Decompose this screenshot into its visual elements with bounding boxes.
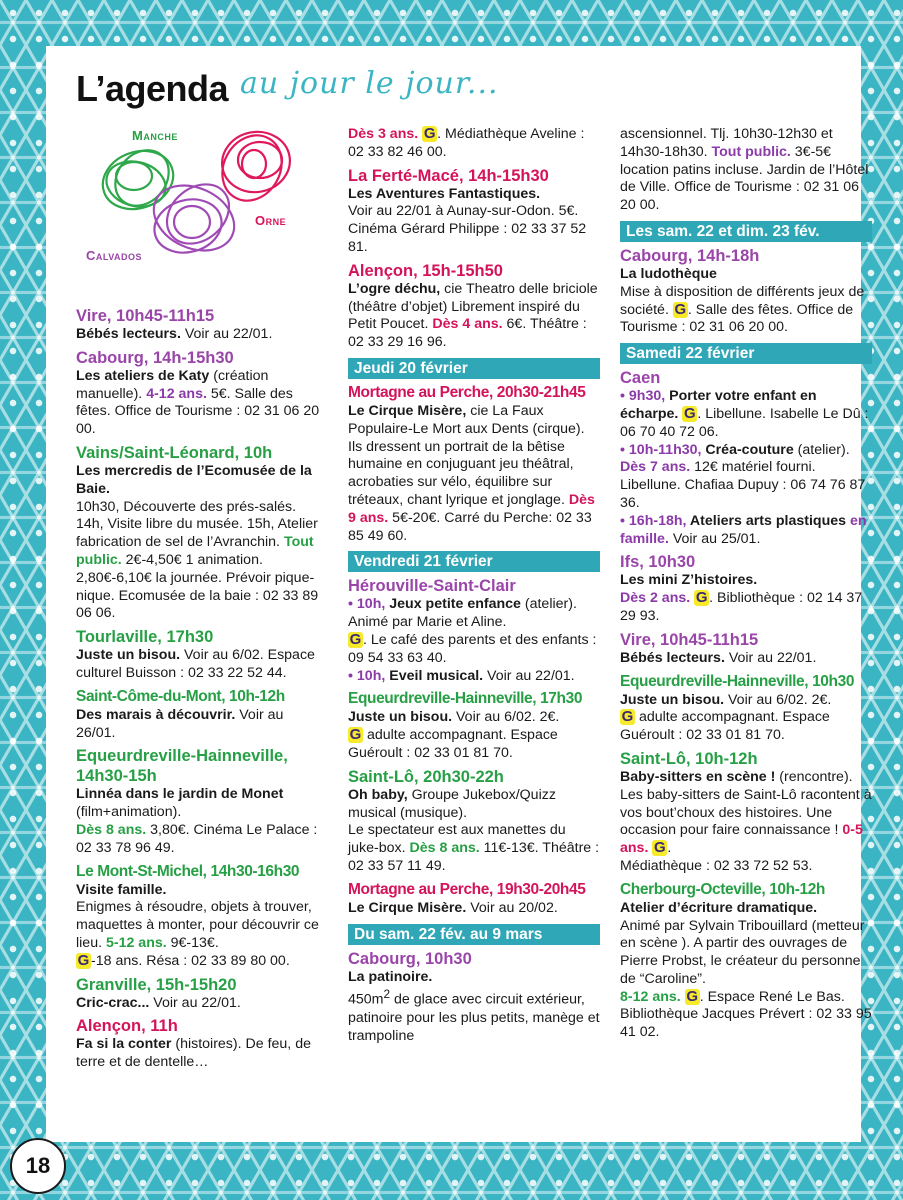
g-badge-icon: G: [423, 125, 436, 142]
agenda-entry: [348, 576, 600, 685]
agenda-entry: [348, 689, 600, 762]
agenda-entry: [348, 880, 600, 918]
event-title: Linnéa dans le jardin de Monet: [76, 786, 284, 803]
event-details: Groupe Jukebox/Quizz musical (musique).: [348, 786, 556, 821]
event-title: Jeux petite enfance: [385, 596, 521, 613]
event-time: • 10h,: [348, 596, 386, 613]
age-range: Tout public.: [711, 143, 791, 160]
event-details: cie La Faux Populaire-Le Mort aux Dents (cirque). Ils dressent un portrait de la bêtise humaine en conjuguant jeu théâtral, acrobaties sur vélo, équilibre sur tréteaux, chant lyrique et jonglage.: [348, 402, 585, 508]
agenda-entry: [348, 126, 600, 162]
g-badge-icon: G: [349, 726, 362, 744]
event-title: Juste un bisou.: [620, 691, 725, 708]
event-details: 450m: [348, 992, 384, 1009]
event-title: La patinoire.: [348, 968, 433, 985]
event-title: La ludothèque: [620, 265, 717, 282]
event-details: Voir au 22/01 à Aunay-sur-Odon. 5€. Cinéma Gérard Philippe : 02 33 37 52 81.: [348, 203, 587, 255]
agenda-entry: [348, 261, 600, 352]
event-details: 3,80€. Cinéma Le Palace : 02 33 78 96 49.: [76, 821, 318, 856]
agenda-entry: [620, 630, 872, 668]
event-details: Médiathèque : 02 33 72 52 53.: [620, 857, 813, 874]
page-title: L’agenda: [76, 68, 229, 109]
agenda-entry: [76, 975, 326, 1013]
event-details: . Le café des parents et des enfants : 09 54 33 63 40.: [348, 631, 597, 666]
event-location: Alençon, 15h-15h50: [348, 261, 503, 280]
region-label-orne: Orne: [255, 213, 287, 228]
event-details: Enigmes à résoudre, objets à trouver, maquettes à monter, pour découvrir ce lieu.: [76, 899, 319, 951]
age-range: Dès 4 ans.: [432, 316, 503, 333]
event-location: Vire, 10h45-11h15: [620, 630, 759, 649]
event-details: Voir au 6/02. 2€.: [724, 691, 832, 708]
event-details: 6€. Théâtre : 02 33 29 16 96.: [348, 316, 587, 351]
event-details: Le spectateur est aux manettes du juke-box.: [348, 822, 566, 857]
event-time: • 9h30,: [620, 388, 666, 405]
agenda-entry: Saint-Lô, 10h-12h Baby-sitters en scène ! (rencontre). Les baby-sitters de Saint-Lô racontent à vos bout’choux des histoires. Une occasion pour faire connaissance ! 0-5 ans. G . Médiathèque : 02 33 72 52 53.: [620, 749, 872, 874]
date-header: Samedi 22 février: [620, 343, 872, 364]
page-number: 18: [10, 1138, 66, 1194]
event-location: Cabourg, 14h-18h: [620, 246, 760, 265]
age-range: 4-12 ans.: [146, 385, 207, 402]
agenda-entry: [76, 746, 326, 857]
event-title: Juste un bisou.: [348, 709, 453, 726]
event-details: . Médiathèque Aveline : 02 33 82 46 00.: [348, 126, 585, 160]
event-title: Juste un bisou.: [76, 647, 181, 664]
event-location: La Ferté-Macé, 14h-15h30: [348, 166, 549, 185]
g-badge-icon: G: [683, 404, 696, 422]
event-location: Granville, 15h-15h20: [76, 975, 237, 994]
event-location: Saint-Lô, 20h30-22h: [348, 767, 504, 786]
g-badge-icon: G: [654, 839, 666, 857]
event-details: Voir au 20/02.: [466, 899, 558, 916]
event-location: Equeurdreville-Hainneville, 17h30: [348, 690, 583, 708]
agenda-entry: [620, 672, 872, 745]
agenda-entry: [348, 949, 600, 1046]
g-badge-icon: G: [77, 951, 90, 969]
agenda-entry: [620, 880, 872, 1042]
agenda-entry: [620, 246, 872, 337]
event-location: Mortagne au Perche, 20h30-21h45: [348, 383, 586, 401]
age-range: 0-5 ans.: [620, 822, 863, 857]
event-details: Voir au 25/01.: [668, 530, 761, 547]
agenda-entry: [620, 552, 872, 625]
event-details: 9€-13€.: [166, 934, 219, 951]
event-location: Hérouville-Saint-Clair: [348, 577, 516, 596]
event-title: Les mercredis de l’Ecomusée de la Baie.: [76, 462, 312, 497]
event-title: Fa si la conter: [76, 1036, 172, 1053]
agenda-entry: [76, 348, 326, 439]
date-header: Jeudi 20 février: [348, 358, 600, 379]
agenda-column-1: [76, 302, 326, 1073]
event-title: Cric-crac...: [76, 994, 150, 1011]
event-details: . Bibliothèque : 02 14 37 29 93.: [620, 590, 863, 624]
event-details: . Libellune. Isabelle Le Dû : 06 70 40 72 06.: [620, 405, 869, 440]
age-range: Dès 2 ans.: [620, 590, 691, 607]
event-details: 5€-20€. Carré du Perche: 02 33 85 49 60.: [348, 509, 592, 544]
event-details: Voir au 22/01.: [483, 667, 575, 684]
event-time: • 16h-18h,: [620, 512, 687, 529]
age-range: 8-12 ans.: [620, 988, 681, 1005]
g-badge-icon: G: [674, 300, 687, 318]
age-range: Dès 8 ans.: [76, 821, 147, 838]
event-location: Cabourg, 10h30: [348, 949, 472, 968]
event-details: Voir au 26/01.: [76, 706, 284, 741]
event-time: • 10h,: [348, 667, 386, 684]
event-location: Vains/Saint-Léonard, 10h: [76, 443, 273, 462]
event-location: Alençon, 11h: [76, 1017, 178, 1036]
event-title: Ateliers arts plastiques: [686, 512, 847, 529]
agenda-entry: [348, 767, 600, 876]
event-title: Oh baby,: [348, 786, 408, 803]
age-range: 5-12 ans.: [105, 934, 167, 951]
event-details: 10h30, Découverte des prés-salés. 14h, Visite libre du musée. 15h, Atelier fabrication de sel de l’Avranchin.: [76, 498, 318, 551]
event-details: ascensionnel. Tlj. 10h30-12h30 et 14h30-18h30.: [620, 126, 833, 160]
event-location: Caen: [620, 369, 661, 388]
event-time: • 10h-11h30,: [620, 441, 702, 458]
calvados-scribble: [143, 172, 244, 263]
event-title: Bébés lecteurs.: [620, 649, 725, 666]
g-badge-icon: G: [686, 987, 699, 1005]
event-location: Equeurdreville-Hainneville, 10h30: [620, 672, 855, 690]
superscript: 2: [383, 987, 391, 1002]
event-details: Voir au 22/01.: [724, 649, 817, 666]
event-details: -18 ans. Résa : 02 33 89 80 00.: [91, 952, 290, 969]
event-details: Les baby-sitters de Saint-Lô racontent à vos bout’choux des histoires. Une occasion pour faire connaissance !: [620, 786, 872, 839]
event-title: Baby-sitters en scène !: [620, 768, 776, 785]
event-details: 5€. Salle des fêtes. Office de Tourisme : 02 31 06 20 00.: [76, 385, 320, 438]
age-range: Dès 8 ans.: [409, 840, 480, 857]
age-range: Dès 9 ans.: [348, 491, 595, 526]
event-title: Porter votre enfant en écharpe.: [620, 388, 817, 422]
agenda-column-3: [620, 126, 872, 1043]
event-details: de glace avec circuit extérieur, patinoire pour les plus petits, manège et trampoline: [348, 992, 600, 1044]
age-range: Dès 7 ans.: [620, 459, 691, 476]
region-scribble-illustration: [76, 118, 316, 298]
event-details: (création manuelle).: [76, 367, 269, 402]
event-details: (film+animation).: [76, 804, 182, 821]
event-details: . Espace René Le Bas. Bibliothèque Jacques Prévert : 02 33 95 41 02.: [620, 988, 872, 1041]
orne-scribble: [211, 125, 295, 212]
event-details: Voir au 22/01.: [149, 994, 241, 1011]
page-subtitle-script: au jour le jour...: [240, 66, 499, 101]
event-title: Des marais à découvrir.: [76, 706, 236, 723]
event-title: Eveil musical.: [385, 667, 484, 684]
event-details: adulte accompagnant. Espace Guéroult : 02 33 01 81 70.: [348, 727, 558, 761]
event-location: Tourlaville, 17h30: [76, 628, 214, 647]
event-title: L’ogre déchu,: [348, 280, 441, 297]
event-details: (atelier).: [793, 441, 850, 458]
event-details: adulte accompagnant. Espace Guéroult : 02 33 01 81 70.: [620, 709, 830, 744]
event-location: Mortagne au Perche, 19h30-20h45: [348, 880, 586, 898]
event-title: Atelier d’écriture dramatique.: [620, 899, 818, 916]
event-details: Voir au 6/02. Espace culturel Buisson : 02 33 22 52 44.: [76, 647, 315, 681]
agenda-entry: [76, 627, 326, 683]
event-location: Cherbourg-Octeville, 10h-12h: [620, 880, 825, 898]
event-details: Mise à disposition de différents jeux de société.: [620, 283, 865, 318]
event-details: 12€ matériel fourni. Libellune. Chafiaa Dupuy : 06 74 76 87 36.: [620, 459, 866, 511]
date-header: Du sam. 22 fév. au 9 mars: [348, 924, 600, 945]
age-range: en famille.: [620, 512, 867, 547]
event-title: Les mini Z’histoires.: [620, 572, 758, 589]
event-details: 2€-4,50€ 1 animation. 2,80€-6,10€ la journée. Prévoir pique-nique. Ecomusée de la baie : 02 33 89 06 06.: [76, 551, 319, 622]
date-header: Vendredi 21 février: [348, 551, 600, 572]
agenda-entry: [76, 862, 326, 971]
agenda-entry: [76, 443, 326, 623]
event-location: Vire, 10h45-11h15: [76, 307, 215, 325]
event-location: Saint-Lô, 10h-12h: [620, 749, 758, 768]
event-title: Visite famille.: [76, 881, 167, 898]
agenda-entry: [348, 166, 600, 257]
event-details: Voir au 6/02. 2€.: [452, 709, 560, 726]
agenda-entry: [76, 306, 326, 344]
event-details: 11€-13€. Théâtre : 02 33 57 11 49.: [348, 840, 600, 874]
agenda-entry: [76, 687, 326, 743]
agenda-entry: [76, 1016, 326, 1072]
event-details: (rencontre).: [775, 768, 853, 785]
g-badge-icon: G: [695, 589, 708, 607]
g-badge-icon: G: [349, 630, 362, 648]
event-location: Saint-Côme-du-Mont, 10h-12h: [76, 687, 285, 705]
age-range: Dès 3 ans.: [348, 126, 419, 142]
event-title: Les ateliers de Katy: [76, 367, 210, 384]
event-title: Le Cirque Misère,: [348, 402, 467, 419]
agenda-entry: [620, 126, 872, 215]
age-range: Tout public.: [76, 534, 314, 568]
event-details: 3€-5€ location patins incluse. Jardin de l’Hôtel de Ville. Office de Tourisme : 02 31 06 20 00.: [620, 143, 869, 214]
event-location: Ifs, 10h30: [620, 553, 696, 572]
event-location: Equeurdreville-Hainneville, 14h30-15h: [76, 747, 288, 786]
event-title: Bébés lecteurs.: [76, 326, 181, 342]
agenda-entry: [348, 383, 600, 545]
event-details: cie Theatro delle briciole (théâtre d’objet) Librement inspiré du Petit Poucet.: [348, 280, 598, 333]
agenda-column-2: [348, 126, 600, 1046]
g-badge-icon: G: [621, 708, 634, 726]
event-details: (histoires). De feu, de terre et de dentelle…: [76, 1036, 311, 1071]
region-label-calvados: Calvados: [86, 248, 143, 263]
event-details: (atelier). Animé par Marie et Aline.: [348, 596, 577, 631]
event-details: . Salle des fêtes. Office de Tourisme : 02 31 06 20 00.: [620, 301, 854, 336]
region-label-manche: Manche: [132, 128, 178, 143]
event-title: Le Cirque Misère.: [348, 899, 467, 916]
event-details: Animé par Sylvain Tribouillard (metteur en scène ). A partir des ouvrages de Pierre Probst, le créateur du personne de “Caroline”.: [620, 917, 865, 987]
agenda-entry: [620, 368, 872, 548]
event-details: Voir au 22/01.: [180, 326, 273, 342]
event-title: Les Aventures Fantastiques.: [348, 185, 541, 202]
date-header: Les sam. 22 et dim. 23 fév.: [620, 221, 872, 242]
event-location: Cabourg, 14h-15h30: [76, 348, 234, 367]
event-location: Le Mont-St-Michel, 14h30-16h30: [76, 862, 300, 880]
event-title: Créa-couture: [701, 441, 794, 458]
